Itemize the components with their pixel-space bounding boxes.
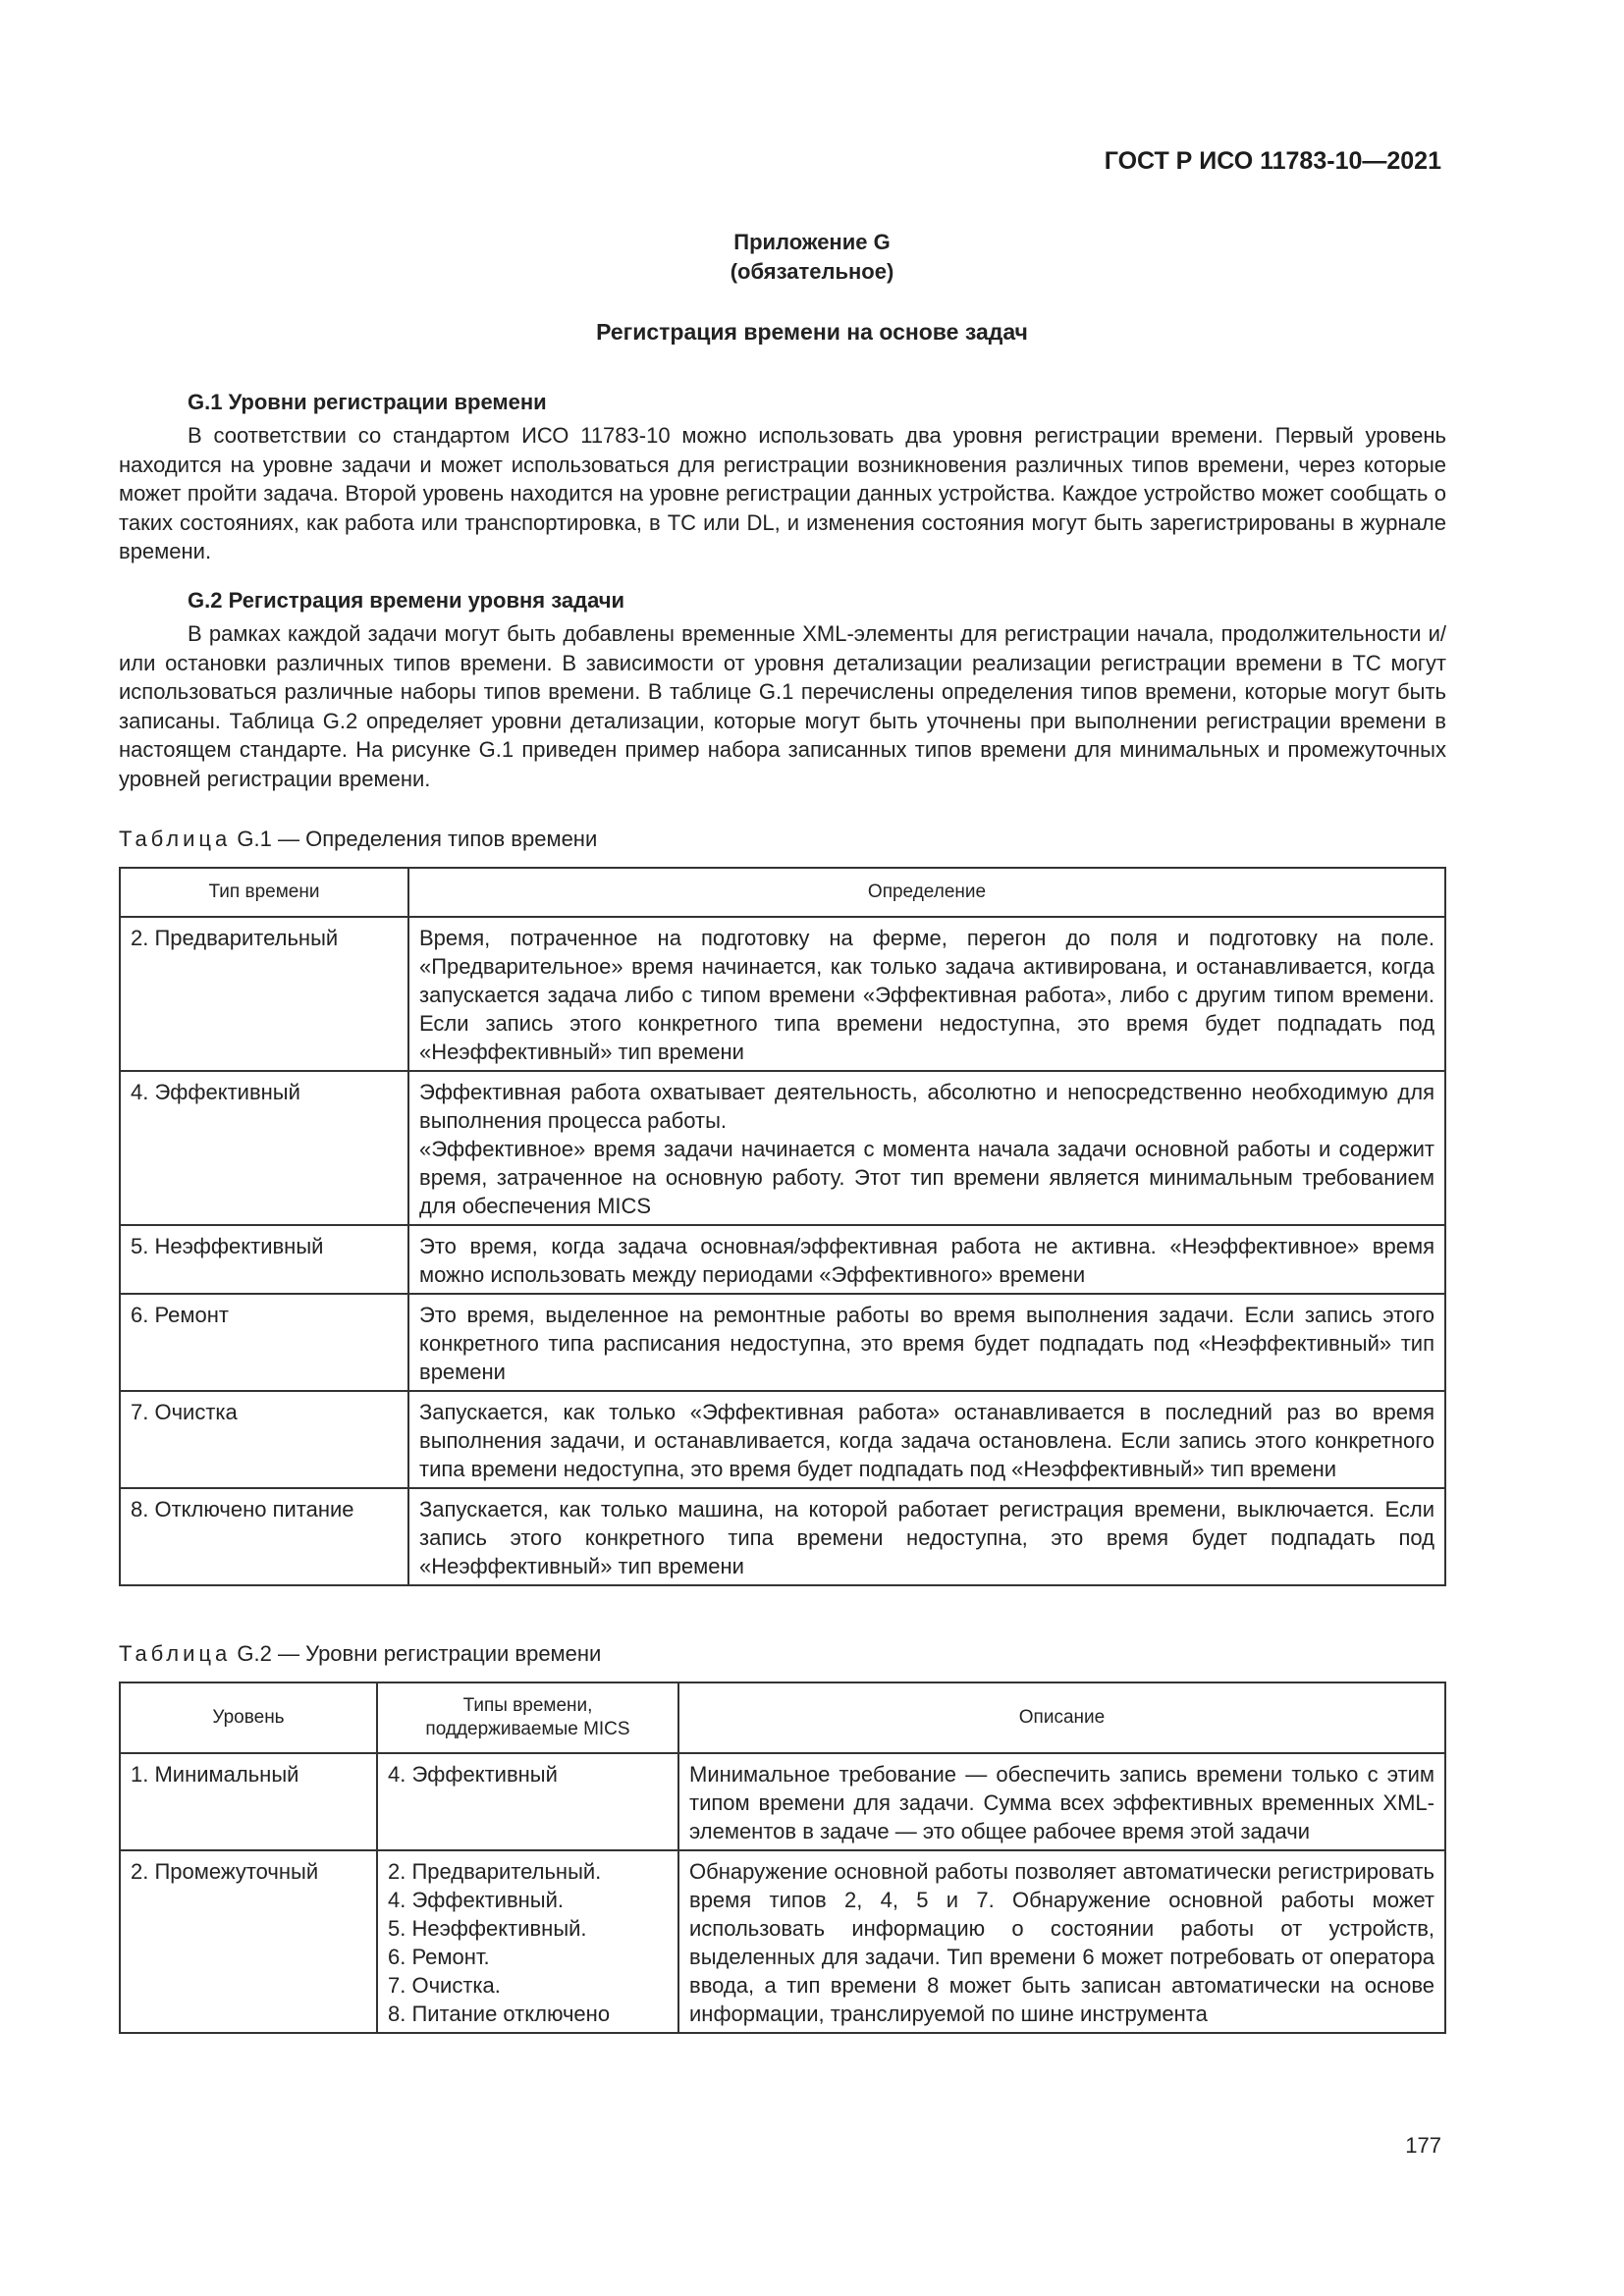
table-header-row: [120, 868, 1445, 917]
type-item: 8. Питание отключено: [388, 2002, 611, 2026]
table-row: [120, 1071, 1445, 1225]
table-row: [120, 1225, 1445, 1294]
definition-cell: Это время, выделенное на ремонтные работы во время выполнения задачи. Если запись этого конкретного типа расписания недоступна, это время будет подпадать под «Неэффективный» тип времени: [408, 1294, 1445, 1391]
table-header-row: [120, 1682, 1445, 1753]
column-header: Типы времени, поддерживаемые MICS: [377, 1682, 678, 1753]
time-type-cell: 5. Неэффективный: [120, 1225, 408, 1294]
time-type-cell: 7. Очистка: [120, 1391, 408, 1488]
time-type-cell: 2. Предварительный: [120, 917, 408, 1071]
types-cell: [377, 1850, 678, 2033]
table-row: [120, 1850, 1445, 2033]
definition-line: «Эффективное» время задачи начинается с момента начала задачи основной работы и содержит время, затраченное на основную работу. Этот тип времени является минимальным требованием для обеспечения MICS: [419, 1137, 1435, 1218]
type-item: 6. Ремонт.: [388, 1945, 490, 1969]
table-row: [120, 1753, 1445, 1850]
table-caption-text: G.2 — Уровни регистрации времени: [237, 1641, 602, 1666]
table-caption-prefix: Таблица: [119, 1641, 232, 1666]
section-paragraph: В рамках каждой задачи могут быть добавлены временные XML-элементы для регистрации начала, продолжительности и/или остановки различных типов времени. В зависимости от уровня детализации реализации регистрации времени в ТС могут использоваться различные наборы типов времени. В таблице G.1 перечислены определения типов времени, которые могут быть записаны. Таблица G.2 определяет уровни детализации, которые могут быть уточнены при выполнении регистрации времени в настоящем стандарте. На рисунке G.1 приведен пример набора записанных типов времени для минимальных и промежуточных уровней регистрации времени.: [119, 621, 1446, 791]
section-g2: [119, 586, 1446, 793]
type-item: 4. Эффективный.: [388, 1888, 564, 1912]
appendix-title: Регистрация времени на основе задач: [596, 319, 1028, 345]
definition-cell: Запускается, как только «Эффективная работа» останавливается в последний раз во время выполнения задачи, и останавливается, когда задача остановлена. Если запись этого конкретного типа времени недоступна, это время будет подпадать под «Неэффективный» тип времени: [408, 1391, 1445, 1488]
column-header: Определение: [408, 868, 1445, 917]
section-paragraph: В соответствии со стандартом ИСО 11783-10 можно использовать два уровня регистрации времени. Первый уровень находится на уровне задачи и может использоваться для регистрации возникновения различных типов времени, через которые может пройти задача. Второй уровень находится на уровне регистрации данных устройства. Каждое устройство может сообщать о таких состояниях, как работа или транспортировка, в ТС или DL, и изменения состояния могут быть зарегистрированы в журнале времени.: [119, 423, 1446, 563]
definition-line: Эффективная работа охватывает деятельность, абсолютно и непосредственно необходимую для выполнения процесса работы.: [419, 1080, 1435, 1133]
page-number: 177: [1405, 2133, 1441, 2158]
column-header: Описание: [678, 1682, 1445, 1753]
type-item: 5. Неэффективный.: [388, 1916, 587, 1941]
type-item: 7. Очистка.: [388, 1973, 501, 1998]
appendix-status: (обязательное): [730, 259, 894, 284]
column-header: Тип времени: [120, 868, 408, 917]
types-cell: [377, 1753, 678, 1850]
logging-levels-table: [119, 1682, 1446, 2034]
time-type-cell: 6. Ремонт: [120, 1294, 408, 1391]
table-caption: [119, 825, 1446, 854]
type-item: 4. Эффективный: [388, 1762, 558, 1787]
document-code: ГОСТ Р ИСО 11783-10—2021: [1104, 147, 1441, 175]
table-row: [120, 1391, 1445, 1488]
column-header: Уровень: [120, 1682, 377, 1753]
definition-cell: [408, 1071, 1445, 1225]
table-g1-block: [119, 825, 1446, 1586]
appendix-heading: [0, 228, 1624, 287]
level-cell: 2. Промежуточный: [120, 1850, 377, 2033]
table-row: [120, 1294, 1445, 1391]
time-type-cell: 8. Отключено питание: [120, 1488, 408, 1585]
section-heading: G.1 Уровни регистрации времени: [188, 390, 547, 414]
table-row: [120, 1488, 1445, 1585]
table-caption: [119, 1639, 1446, 1669]
table-row: [120, 917, 1445, 1071]
description-cell: Обнаружение основной работы позволяет автоматически регистрировать время типов 2, 4, 5 и 7. Обнаружение основной работы может использовать информацию о состоянии работы от устройств, выделенных для задачи. Тип времени 6 может потребовать от оператора ввода, а тип времени 8 может быть записан автоматически на основе информации, транслируемой по шине инструмента: [678, 1850, 1445, 2033]
time-types-table: [119, 867, 1446, 1586]
description-cell: Минимальное требование — обеспечить запись времени только с этим типом времени для задачи. Сумма всех эффективных временных XML-элементов в задаче — это общее рабочее время этой задачи: [678, 1753, 1445, 1850]
type-item: 2. Предварительный.: [388, 1859, 602, 1884]
definition-cell: Запускается, как только машина, на которой работает регистрация времени, выключается. Если запись этого конкретного типа времени недоступна, это время будет подпадать под «Неэффективный» тип времени: [408, 1488, 1445, 1585]
section-heading: G.2 Регистрация времени уровня задачи: [188, 588, 625, 613]
appendix-label: Приложение G: [733, 230, 891, 254]
table-caption-text: G.1 — Определения типов времени: [237, 827, 598, 851]
definition-cell: Время, потраченное на подготовку на ферме, перегон до поля и подготовку на поле. «Предварительное» время начинается, как только задача активирована, и останавливается, когда запускается задача либо с типом времени «Эффективная работа», либо с другим типом времени. Если запись этого конкретного типа времени недоступна, это время будет подпадать под «Неэффективный» тип времени: [408, 917, 1445, 1071]
time-type-cell: 4. Эффективный: [120, 1071, 408, 1225]
table-caption-prefix: Таблица: [119, 827, 232, 851]
level-cell: 1. Минимальный: [120, 1753, 377, 1850]
section-g1: [119, 388, 1446, 566]
table-g2-block: [119, 1639, 1446, 2034]
definition-cell: Это время, когда задача основная/эффективная работа не активна. «Неэффективное» время можно использовать между периодами «Эффективного» времени: [408, 1225, 1445, 1294]
